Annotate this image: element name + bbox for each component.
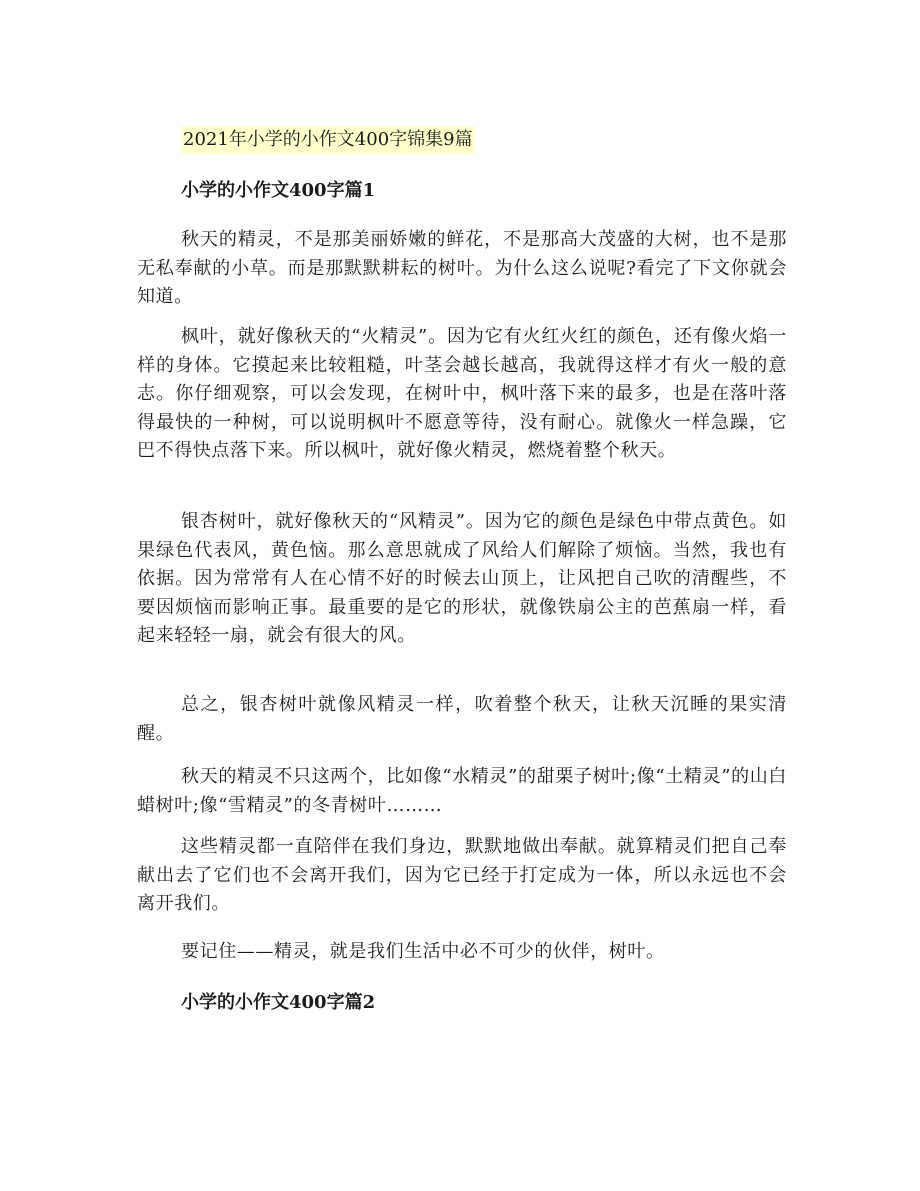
- section-heading-2: 小学的小作文400字篇2: [181, 992, 376, 1013]
- paragraph: 要记住——精灵，就是我们生活中必不可少的伙伴，树叶。: [181, 941, 665, 962]
- paragraph: 秋天的精灵不只这两个，比如像“水精灵”的甜栗子树叶;像“土精灵”的山白蜡树叶;像“雪精灵”的冬青树叶………: [137, 766, 787, 816]
- document-title: 2021年小学的小作文400字锦集9篇: [181, 126, 475, 154]
- paragraph: 枫叶，就好像秋天的“火精灵”。因为它有火红火红的颜色，还有像火焰一样的身体。它摸起来比较粗糙，叶茎会越长越高，我就得这样才有火一般的意志。你仔细观察，可以会发现，在树叶中，枫叶落下来的最多，也是在落叶落得最快的一种树，可以说明枫叶不愿意等待，没有耐心。就像火一样急躁，它巴不得快点落下来。所以枫叶，就好像火精灵，燃烧着整个秋天。: [137, 326, 787, 461]
- section-heading-1: 小学的小作文400字篇1: [181, 180, 376, 201]
- paragraph: 秋天的精灵，不是那美丽娇嫩的鲜花，不是那高大茂盛的大树，也不是那无私奉献的小草。而是那默默耕耘的树叶。为什么这么说呢?看完了下文你就会知道。: [137, 229, 787, 307]
- paragraph: 总之，银杏树叶就像风精灵一样，吹着整个秋天，让秋天沉睡的果实清醒。: [137, 694, 787, 744]
- paragraph: 这些精灵都一直陪伴在我们身边，默默地做出奉献。就算精灵们把自己奉献出去了它们也不会离开我们，因为它已经于打定成为一体，所以永远也不会离开我们。: [137, 836, 787, 914]
- paragraph: 银杏树叶，就好像秋天的“风精灵”。因为它的颜色是绿色中带点黄色。如果绿色代表风，黄色恼。那么意思就成了风给人们解除了烦恼。当然，我也有依据。因为常常有人在心情不好的时候去山顶上，让风把自己吹的清醒些，不要因烦恼而影响正事。最重要的是它的形状，就像铁扇公主的芭蕉扇一样，看起来轻轻一扇，就会有很大的风。: [137, 511, 787, 646]
